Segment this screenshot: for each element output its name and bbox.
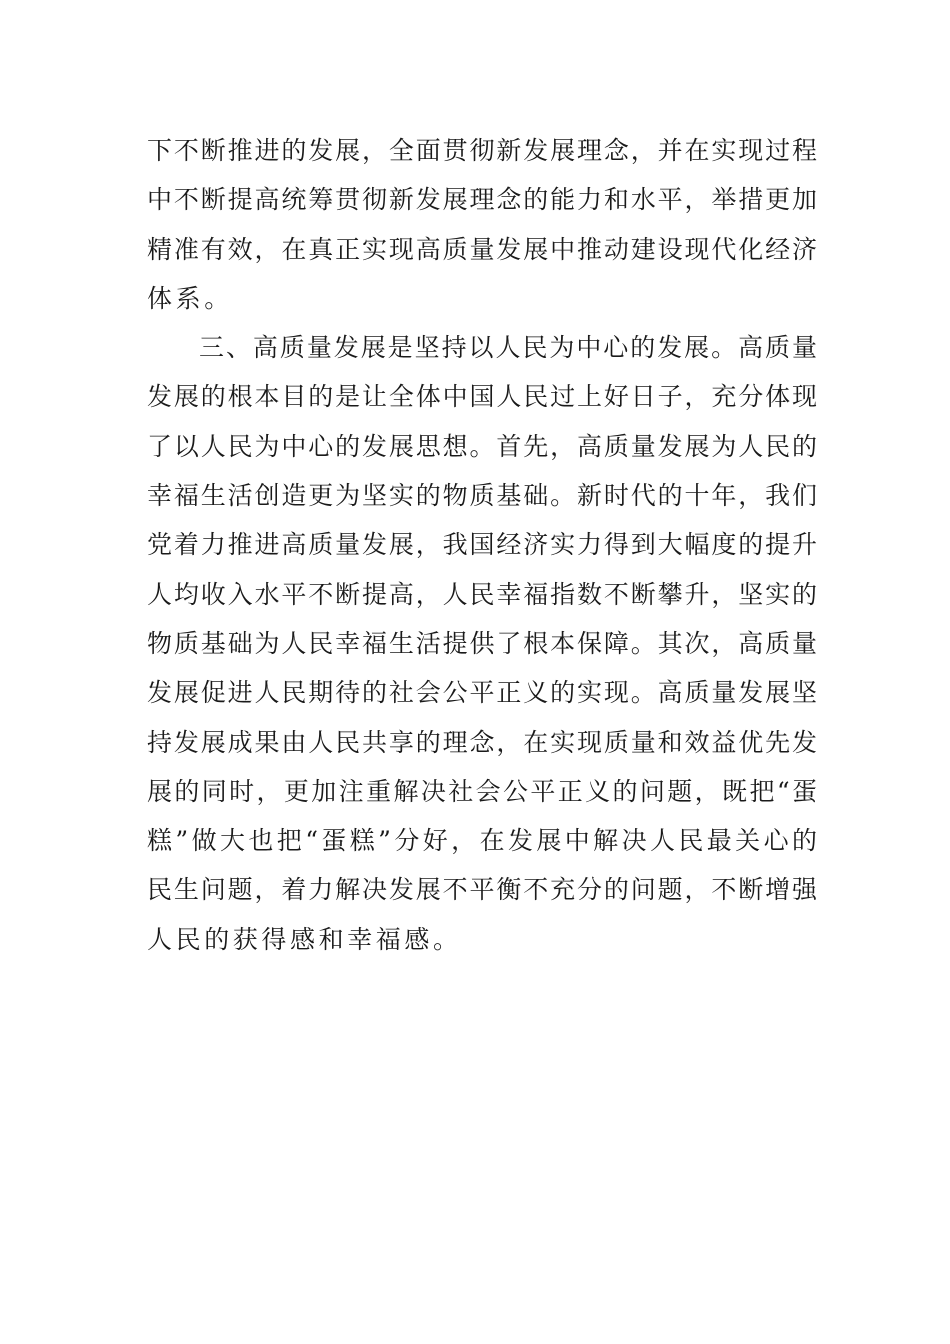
text-line: 展的同时，更加注重解决社会公平正义的问题，既把“蛋 bbox=[147, 776, 817, 806]
text-line: 物质基础为人民幸福生活提供了根本保障。其次，高质量 bbox=[147, 628, 817, 658]
section-heading-line: 三、高质量发展是坚持以人民为中心的发展。高质量 bbox=[199, 333, 817, 363]
body-text bbox=[147, 126, 817, 964]
text-line: 下不断推进的发展，全面贯彻新发展理念，并在实现过程 bbox=[147, 136, 817, 165]
paragraph-continuation bbox=[147, 126, 817, 323]
paragraph-section-three bbox=[147, 323, 817, 964]
text-line: 持发展成果由人民共享的理念，在实现质量和效益优先发 bbox=[147, 727, 817, 757]
text-line: 党着力推进高质量发展，我国经济实力得到大幅度的提升 bbox=[147, 530, 817, 560]
text-line: 人民的获得感和幸福感。 bbox=[147, 924, 462, 954]
text-line: 了以人民为中心的发展思想。首先，高质量发展为人民的 bbox=[147, 431, 817, 461]
text-line: 精准有效，在真正实现高质量发展中推动建设现代化经济 bbox=[147, 234, 817, 264]
text-line: 发展促进人民期待的社会公平正义的实现。高质量发展坚 bbox=[147, 678, 817, 708]
text-line: 糕”做大也把“蛋糕”分好，在发展中解决人民最关心的 bbox=[147, 826, 817, 856]
text-line: 体系。 bbox=[147, 283, 233, 313]
text-line: 人均收入水平不断提高，人民幸福指数不断攀升，坚实的 bbox=[147, 579, 817, 609]
text-line: 发展的根本目的是让全体中国人民过上好日子，充分体现 bbox=[147, 382, 817, 412]
text-line: 民生问题，着力解决发展不平衡不充分的问题，不断增强 bbox=[147, 875, 817, 905]
text-line: 中不断提高统筹贯彻新发展理念的能力和水平，举措更加 bbox=[147, 185, 817, 215]
text-line: 幸福生活创造更为坚实的物质基础。新时代的十年，我们 bbox=[147, 481, 817, 511]
